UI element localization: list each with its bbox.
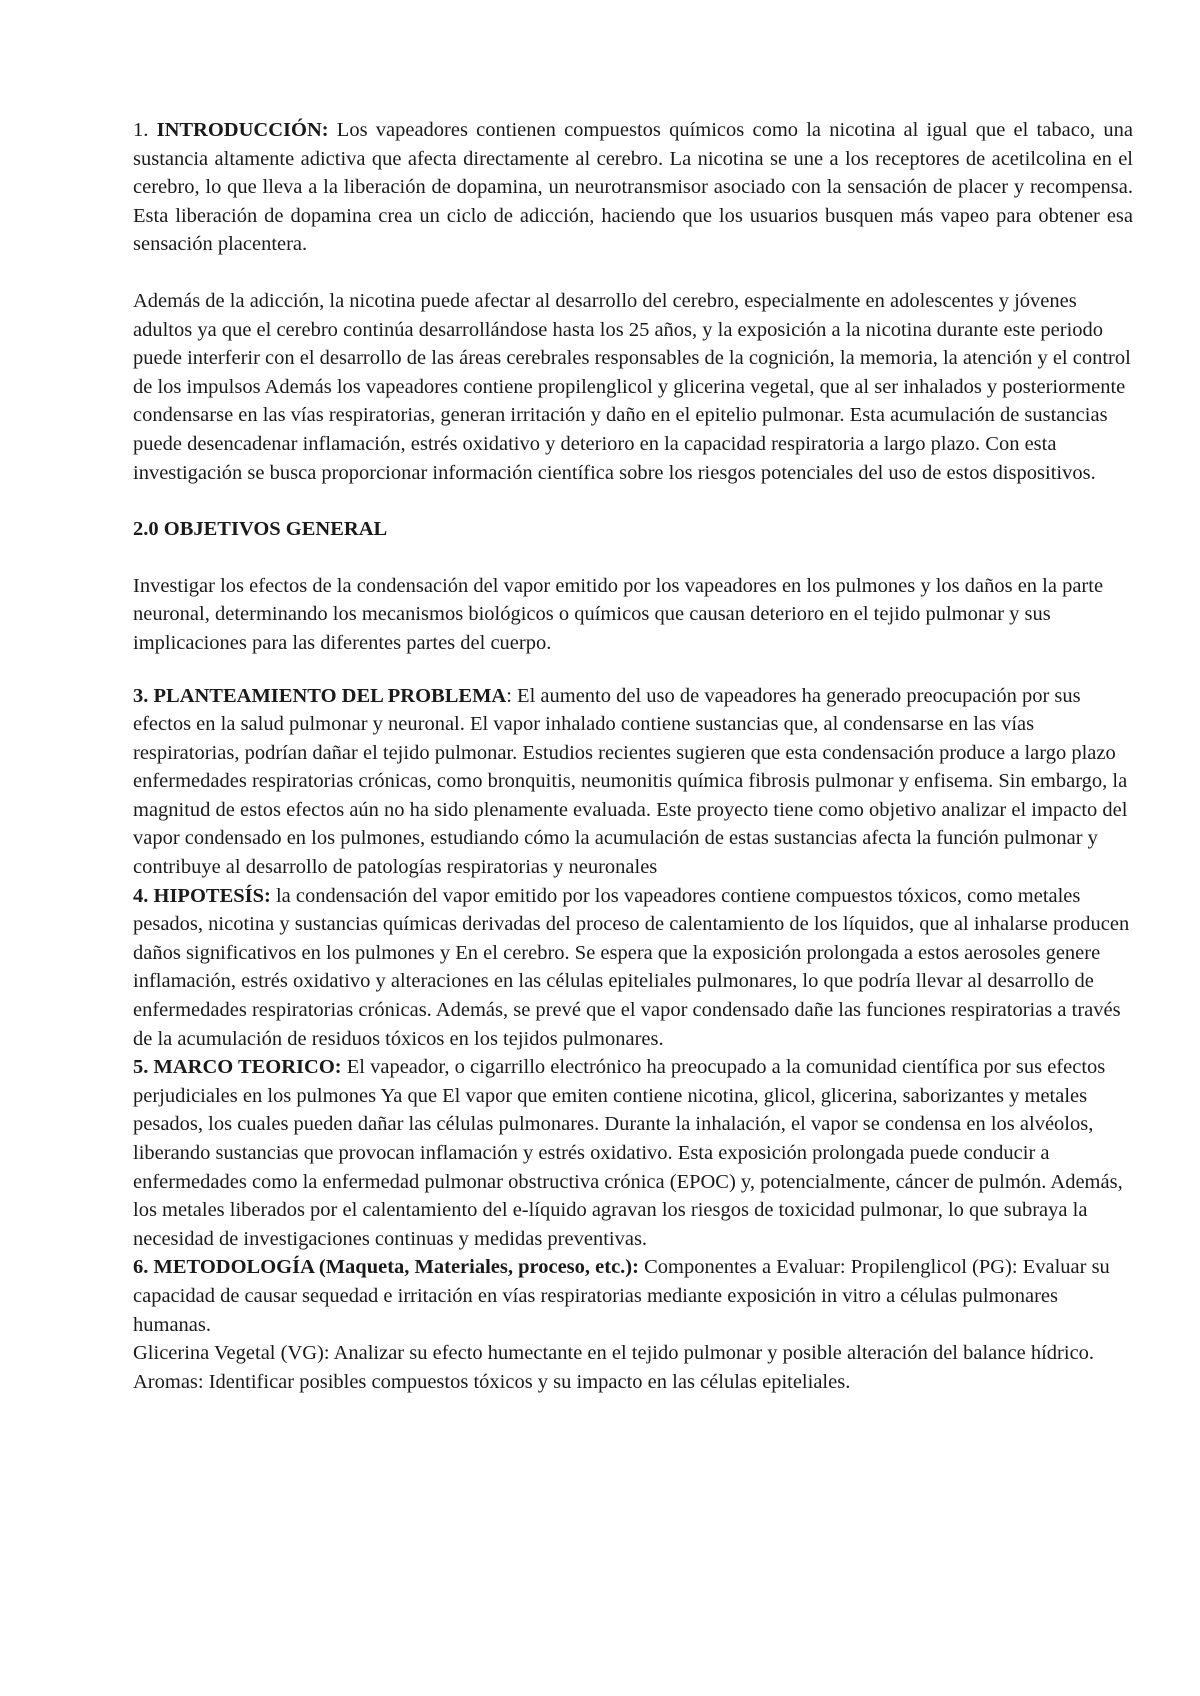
spacer bbox=[133, 259, 1133, 287]
intro-heading: INTRODUCCIÓN: bbox=[156, 119, 329, 141]
intro-body: Los vapeadores contienen compuestos químicos como la nicotina al igual que el tabaco, una sustancia altamente adictiva que afecta directamente al cerebro. La nicotina se une a los receptores de acetilcolina en el cerebro, lo que lleva a la liberación de dopamina, un neurotransmisor asociado con la sensación de placer y recompensa. Esta liberación de dopamina crea un ciclo de adicción, haciendo que los usuarios busquen más vapeo para obtener esa sensación placentera. bbox=[133, 119, 1133, 256]
marco-body: El vapeador, o cigarrillo electrónico ha preocupado a la comunidad científica por sus efectos perjudiciales en los pulmones Ya que El vapor que emiten contiene nicotina, glicol, glicerina, saborizantes y metales pesados, los cuales pueden dañar las células pulmonares. Durante la inhalación, el vapor se condensa en los alvéolos, liberando sustancias que provocan inflamación y estrés oxidativo. Esta exposición prolongada puede conducir a enfermedades como la enfermedad pulmonar obstructiva crónica (EPOC) y, potencialmente, cáncer de pulmón. Además, los metales liberados por el calentamiento del e-líquido agravan los riesgos de toxicidad pulmonar, lo que subraya la necesidad de investigaciones continuas y medidas preventivas. bbox=[133, 1056, 1123, 1250]
objetivos-heading: 2.0 OBJETIVOS GENERAL bbox=[133, 518, 388, 541]
document-page bbox=[133, 116, 1133, 1396]
metodologia-body: Componentes a Evaluar: Propilenglicol (PG): Evaluar su capacidad de causar sequedad e irritación en vías respiratorias mediante exposición in vitro a células pulmonares humanas. bbox=[133, 1256, 1110, 1336]
metodologia-item-glicerina: Glicerina Vegetal (VG): Analizar su efecto humectante en el tejido pulmonar y posible alteración del balance hídrico. bbox=[133, 1342, 1095, 1365]
hipotesis-heading: 4. HIPOTESÍS: bbox=[133, 884, 271, 907]
planteamiento-paragraph bbox=[133, 682, 1133, 882]
intro-paragraph bbox=[133, 116, 1133, 259]
planteamiento-body: : El aumento del uso de vapeadores ha generado preocupación por sus efectos en la salud pulmonar y neuronal. El vapor inhalado contiene sustancias que, al condensarse en las vías respiratorias, podrían dañar el tejido pulmonar. Estudios recientes sugieren que esta condensación produce a largo plazo enfermedades respiratorias crónicas, como bronquitis, neumonitis química fibrosis pulmonar y enfisema. Sin embargo, la magnitud de estos efectos aún no ha sido plenamente evaluada. Este proyecto tiene como objetivo analizar el impacto del vapor condensado en los pulmones, estudiando cómo la acumulación de estas sustancias afecta la función pulmonar y contribuye al desarrollo de patologías respiratorias y neuronales bbox=[133, 684, 1128, 879]
spacer bbox=[133, 487, 1133, 515]
metodologia-heading: 6. METODOLOGÍA (Maqueta, Materiales, proceso, etc.): bbox=[133, 1256, 639, 1279]
marco-paragraph bbox=[133, 1053, 1133, 1253]
intro-paragraph-2: Además de la adicción, la nicotina puede afectar al desarrollo del cerebro, especialmente en adolescentes y jóvenes adultos ya que el cerebro continúa desarrollándose hasta los 25 años, y la exposición a la nicotina durante este periodo puede interferir con el desarrollo de las áreas cerebrales responsables de la cognición, la memoria, la atención y el control de los impulsos Además los vapeadores contiene propilenglicol y glicerina vegetal, que al ser inhalados y posteriormente condensarse en las vías respiratorias, generan irritación y daño en el epitelio pulmonar. Esta acumulación de sustancias puede desencadenar inflamación, estrés oxidativo y deterioro en la capacidad respiratoria a largo plazo. Con esta investigación se busca proporcionar información científica sobre los riesgos potenciales del uso de estos dispositivos. bbox=[133, 289, 1131, 484]
metodologia-paragraph bbox=[133, 1253, 1133, 1339]
planteamiento-heading: 3. PLANTEAMIENTO DEL PROBLEMA bbox=[133, 684, 507, 707]
objetivos-body: Investigar los efectos de la condensación del vapor emitido por los vapeadores en los pulmones y los daños en la parte neuronal, determinando los mecanismos biológicos o químicos que causan deterioro en el tejido pulmonar y sus implicaciones para las diferentes partes del cuerpo. bbox=[133, 574, 1104, 654]
objetivos-heading-line bbox=[133, 515, 1133, 544]
metodologia-item-aromas: Aromas: Identificar posibles compuestos tóxicos y su impacto en las células epiteliales. bbox=[133, 1370, 851, 1393]
hipotesis-paragraph bbox=[133, 882, 1133, 1054]
spacer bbox=[133, 658, 1133, 682]
spacer bbox=[133, 544, 1133, 572]
marco-heading: 5. MARCO TEORICO: bbox=[133, 1056, 342, 1079]
hipotesis-body: la condensación del vapor emitido por los vapeadores contiene compuestos tóxicos, como metales pesados, nicotina y sustancias químicas derivadas del proceso de calentamiento de los líquidos, que al inhalarse producen daños significativos en los pulmones y En el cerebro. Se espera que la exposición prolongada a estos aerosoles genere inflamación, estrés oxidativo y alteraciones en las células epiteliales pulmonares, lo que podría llevar al desarrollo de enfermedades respiratorias crónicas. Además, se prevé que el vapor condensado dañe las funciones respiratorias a través de la acumulación de residuos tóxicos en los tejidos pulmonares. bbox=[133, 884, 1130, 1050]
intro-number: 1. bbox=[133, 119, 157, 141]
